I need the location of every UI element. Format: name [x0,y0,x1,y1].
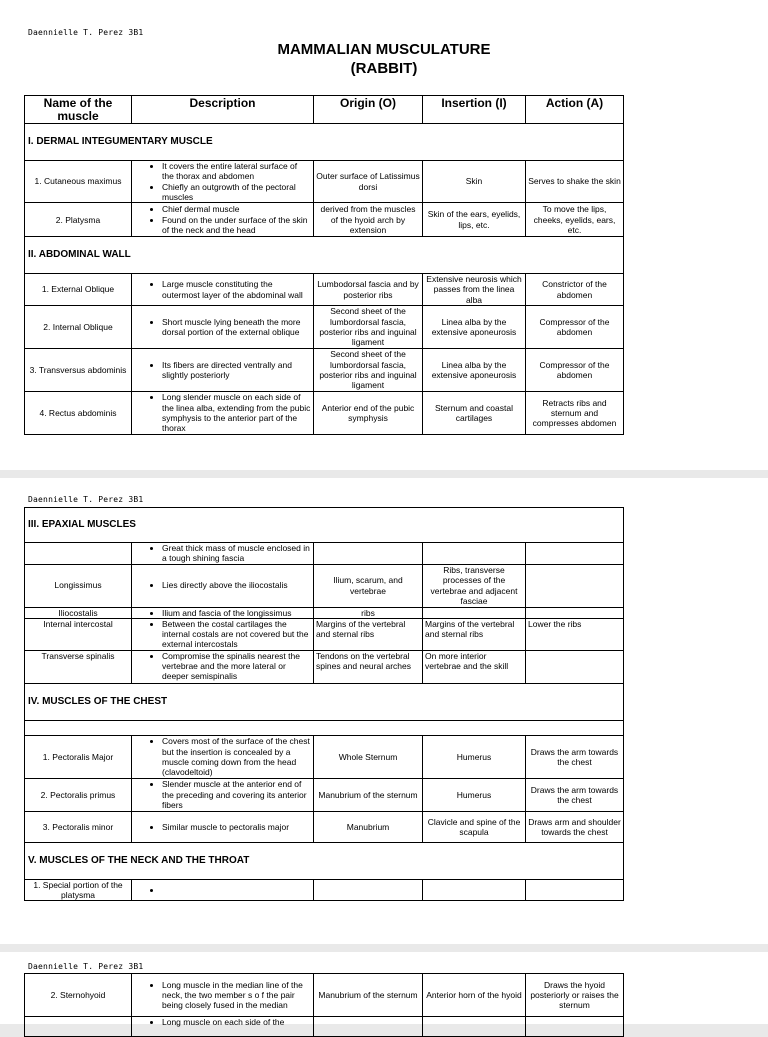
table-row [25,161,624,203]
section-chest: IV. MUSCLES OF THE CHEST [25,683,624,720]
muscle-insertion: Linea alba by the extensive aponeurosis [423,349,526,392]
muscle-name [25,1017,132,1037]
description-bullet: • Long muscle in the median line of the neck, the two member s o f the pair being closely fused in the median [162,980,311,1011]
title-line-1: MAMMALIAN MUSCULATURE [277,41,491,58]
muscle-origin: Manubrium of the sternum [314,778,423,811]
header-name: Name of the muscle [25,96,132,124]
author-header: Daennielle T. Perez 3B1 [28,962,144,971]
muscle-action: Draws the hyoid posteriorly or raises the sternum [526,974,624,1017]
section-row [25,124,624,161]
muscle-insertion: Skin of the ears, eyelids, lips, etc. [423,203,526,237]
muscle-insertion: Linea alba by the extensive aponeurosis [423,306,526,349]
muscle-name: 2. Pectoralis primus [25,778,132,811]
description-bullet: • Long slender muscle on each side of the linea alba, extending from the pubic symphysis to the anterior part of the thorax [162,392,311,433]
muscle-name: Transverse spinalis [25,650,132,683]
muscle-action [526,1017,624,1037]
muscle-origin: Whole Sternum [314,735,423,778]
muscle-insertion: Margins of the vertebral and sternal ribs [423,618,526,650]
table-row [25,564,624,607]
muscle-description [132,392,314,435]
muscle-name: 4. Rectus abdominis [25,392,132,435]
table-row [25,811,624,842]
description-bullet: • Lies directly above the iliocostalis [162,580,311,590]
musculature-table-1 [24,95,624,435]
muscle-description [132,811,314,842]
muscle-description [132,543,314,565]
muscle-description [132,618,314,650]
description-bullet: • Similar muscle to pectoralis major [162,822,311,832]
muscle-name: 2. Platysma [25,203,132,237]
muscle-name: 2. Sternohyoid [25,974,132,1017]
muscle-action [526,879,624,901]
muscle-action: Draws the arm towards the chest [526,778,624,811]
muscle-action: Constrictor of the abdomen [526,274,624,306]
section-row [25,842,624,879]
header-origin: Origin (O) [314,96,423,124]
muscle-insertion [423,607,526,618]
section-neck-throat: V. MUSCLES OF THE NECK AND THE THROAT [25,842,624,879]
description-bullet: • Covers most of the surface of the chest but the insertion is concealed by a muscle coming down from the head (clavodeltoid) [162,736,311,777]
muscle-description [132,879,314,901]
table-row [25,306,624,349]
table-row [25,650,624,683]
header-row [25,96,624,124]
muscle-action [526,543,624,565]
muscle-action: Draws arm and shoulder towards the chest [526,811,624,842]
muscle-origin [314,1017,423,1037]
page-2 [0,478,768,944]
section-row [25,237,624,274]
muscle-origin: Anterior end of the pubic symphysis [314,392,423,435]
empty-row [25,720,624,735]
muscle-origin: Ilium, scarum, and vertebrae [314,564,423,607]
muscle-action [526,607,624,618]
muscle-insertion: Sternum and coastal cartilages [423,392,526,435]
muscle-insertion: Ribs, transverse processes of the vertebrae and adjacent fasciae [423,564,526,607]
muscle-insertion [423,1017,526,1037]
muscle-origin: ribs [314,607,423,618]
muscle-action [526,564,624,607]
muscle-action: To move the lips, cheeks, eyelids, ears, etc. [526,203,624,237]
musculature-table-3 [24,973,624,1037]
description-bullet: • It covers the entire lateral surface of the thorax and abdomen [162,161,311,182]
section-dermal: I. DERMAL INTEGUMENTARY MUSCLE [25,124,624,161]
empty-cell [25,720,624,735]
muscle-origin: Lumbodorsal fascia and by posterior ribs [314,274,423,306]
muscle-action: Draws the arm towards the chest [526,735,624,778]
title-line-2: (RABBIT) [350,60,418,77]
table-row [25,607,624,618]
table-row [25,392,624,435]
muscle-action: Lower the ribs [526,618,624,650]
muscle-origin: Tendons on the vertebral spines and neural arches [314,650,423,683]
muscle-insertion [423,879,526,901]
table-row [25,349,624,392]
description-bullet: • Its fibers are directed ventrally and slightly posteriorly [162,360,311,381]
description-bullet: • Chief dermal muscle [162,204,311,214]
muscle-origin: Margins of the vertebral and sternal ribs [314,618,423,650]
description-bullet [162,885,311,895]
muscle-description [132,1017,314,1037]
muscle-name: Longissimus [25,564,132,607]
muscle-action: Retracts ribs and sternum and compresses abdomen [526,392,624,435]
muscle-description [132,203,314,237]
table-row [25,543,624,565]
muscle-origin: Second sheet of the lumbordorsal fascia, posterior ribs and inguinal ligament [314,349,423,392]
table-row [25,1017,624,1037]
muscle-insertion: On more interior vertebrae and the skill [423,650,526,683]
muscle-description [132,735,314,778]
header-action: Action (A) [526,96,624,124]
muscle-insertion: Skin [423,161,526,203]
muscle-origin: derived from the muscles of the hyoid arch by extension [314,203,423,237]
description-bullet: • Long muscle on each side of the [162,1017,311,1027]
muscle-description [132,274,314,306]
muscle-name: 1. Pectoralis Major [25,735,132,778]
description-bullet: • Large muscle constituting the outermost layer of the abdominal wall [162,279,311,300]
muscle-insertion: Clavicle and spine of the scapula [423,811,526,842]
muscle-action: Compressor of the abdomen [526,349,624,392]
muscle-name: 2. Internal Oblique [25,306,132,349]
muscle-name: Internal intercostal [25,618,132,650]
muscle-insertion: Humerus [423,735,526,778]
muscle-name: 1. Cutaneous maximus [25,161,132,203]
section-epaxial: III. EPAXIAL MUSCLES [25,508,624,543]
muscle-description [132,564,314,607]
description-bullet: • Found on the under surface of the skin of the neck and the head [162,215,311,236]
muscle-origin [314,879,423,901]
description-bullet: • Between the costal cartilages the internal costals are not covered but the external intercostals [162,619,311,650]
muscle-origin: Outer surface of Latissimus dorsi [314,161,423,203]
muscle-description [132,607,314,618]
muscle-origin: Manubrium of the sternum [314,974,423,1017]
header-insertion: Insertion (I) [423,96,526,124]
description-bullet: • Great thick mass of muscle enclosed in a tough shining fascia [162,543,311,564]
muscle-name: 1. External Oblique [25,274,132,306]
table-row [25,735,624,778]
table-row [25,203,624,237]
muscle-insertion: Anterior horn of the hyoid [423,974,526,1017]
muscle-origin: Manubrium [314,811,423,842]
muscle-action [526,650,624,683]
description-bullet: • Slender muscle at the anterior end of the preceding and covering its anterior fibers [162,779,311,810]
description-bullet: • Chiefly an outgrowth of the pectoral muscles [162,182,311,203]
section-abdominal: II. ABDOMINAL WALL [25,237,624,274]
muscle-description [132,650,314,683]
page-1 [0,0,768,470]
musculature-table-2 [24,507,624,901]
table-row [25,879,624,901]
page-title [0,40,768,78]
description-bullet: • Ilium and fascia of the longissimus [162,608,311,618]
table-row [25,778,624,811]
table-row [25,274,624,306]
muscle-description [132,349,314,392]
muscle-description [132,306,314,349]
muscle-insertion: Extensive neurosis which passes from the linea alba [423,274,526,306]
muscle-insertion [423,543,526,565]
muscle-name: 3. Transversus abdominis [25,349,132,392]
table-row [25,974,624,1017]
section-row [25,508,624,543]
muscle-insertion: Humerus [423,778,526,811]
muscle-origin: Second sheet of the lumbordorsal fascia, posterior ribs and inguinal ligament [314,306,423,349]
muscle-name: 1. Special portion of the platysma [25,879,132,901]
description-bullet: • Short muscle lying beneath the more dorsal portion of the external oblique [162,317,311,338]
muscle-origin [314,543,423,565]
author-header: Daennielle T. Perez 3B1 [28,495,144,504]
author-header: Daennielle T. Perez 3B1 [28,28,144,37]
muscle-name: Iliocostalis [25,607,132,618]
muscle-description [132,778,314,811]
muscle-description [132,161,314,203]
header-description: Description [132,96,314,124]
muscle-name [25,543,132,565]
description-bullet: • Compromise the spinalis nearest the vertebrae and the more lateral or deeper semispinalis [162,651,311,682]
section-row [25,683,624,720]
muscle-description [132,974,314,1017]
muscle-action: Compressor of the abdomen [526,306,624,349]
muscle-action: Serves to shake the skin [526,161,624,203]
table-row [25,618,624,650]
page-3 [0,952,768,1027]
muscle-name: 3. Pectoralis minor [25,811,132,842]
